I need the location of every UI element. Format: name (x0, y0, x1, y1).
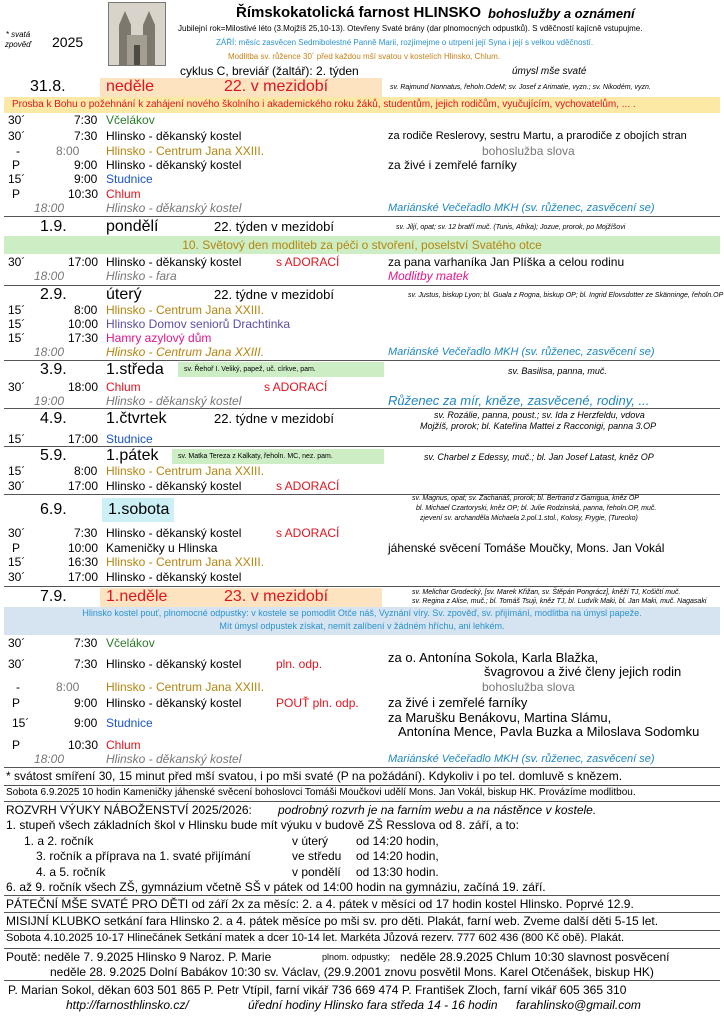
liturgical-week: 22. týden v mezidobí (214, 219, 334, 234)
minutes-confession: 30´ (8, 380, 26, 394)
mass-intention: Antonína Mence, Pavla Buzka a Miloslava Sodomku (398, 724, 700, 739)
church-image (108, 2, 166, 66)
mass-place: Studnice (106, 432, 153, 446)
mass-intention: Modlitby matek (388, 269, 469, 283)
office-hours: úřední hodiny Hlinsko fara středa 14 - 16 hodin (248, 998, 498, 1012)
divider (4, 216, 720, 217)
minutes-confession: P (12, 541, 21, 555)
liturgical-week: 23. v mezidobí (224, 588, 329, 605)
catechism-grade: 1. a 2. ročník (24, 834, 94, 848)
mass-intention: za rodiče Reslerovy, sestru Martu, a prarodiče z obojích stran (388, 130, 687, 142)
mass-place: Hlinsko - děkanský kostel (106, 570, 242, 584)
mass-place: Včelákov (106, 113, 155, 127)
minutes-confession: 30´ (8, 570, 26, 584)
adoration-note: s ADORACÍ (276, 255, 340, 269)
mass-place: Hlinsko - děkanský kostel (106, 752, 242, 766)
mass-place: Hlinsko - děkanský kostel (106, 394, 242, 408)
liturgical-week: 22. týdne v mezidobí (214, 411, 334, 426)
rosary-note: Modlitba sv. růžence 30´ před každou mší svatou v kostelích Hlinsko, Chlum. (228, 52, 500, 61)
breviary-cycle: cyklus C, breviář (žaltář): 2. týden (180, 64, 359, 78)
mass-place: Hlinsko - děkanský kostel (106, 657, 242, 671)
catechism-line: 1. stupeň všech základních škol v Hlinsku bude mít výuku v budově ZŠ Resslova od 8. září, a to: (6, 818, 519, 832)
pilgrimage-line: neděle 28.9.2025 Chlum 10:30 slavnost posvěcení (400, 950, 670, 964)
day-name: 1.čtvrtek (106, 410, 167, 427)
intention-heading: úmysl mše svaté (512, 66, 587, 77)
mass-time: 17:00 (68, 570, 99, 584)
catechism-time: od 14:20 hodin, (356, 849, 439, 863)
mass-time: 17:00 (68, 479, 99, 493)
day-name: neděle (106, 78, 155, 95)
day-name: pondělí (106, 218, 159, 235)
world-day-banner: 10. Světový den modliteb za péči o stvoření, poselství Svatého otce (4, 236, 720, 254)
mass-place: Hlinsko - fara (106, 269, 177, 283)
saints-of-day: sv. Justus, biskup Lyon; bl. Guala z Rogna, biskup OP; bl. Ingrid Elovsdotter ze Skänninge, řeholn.OP (408, 292, 724, 299)
mass-time: 8:00 (56, 680, 80, 694)
divider (4, 895, 720, 896)
mass-place: Hlinsko - Centrum Jana XXIII. (106, 555, 265, 569)
minutes-confession: 30´ (8, 255, 26, 269)
minutes-confession: 15´ (8, 303, 26, 317)
mass-time: 17:30 (68, 331, 99, 345)
mass-time: 9:00 (74, 158, 98, 172)
mass-time: 9:00 (74, 716, 98, 730)
mass-place: Hlinsko - děkanský kostel (106, 129, 242, 143)
mass-time: 7:30 (74, 526, 98, 540)
mission-club-note: MISIJNÍ KLUBKO setkání fara Hlinsko 2. a 4. pátek měsíce po mši sv. pro děti. Plakát, farní web. Zveme další děti 5-15 let. (6, 914, 659, 928)
mass-time: 7:30 (74, 113, 98, 127)
day-name: 1.středa (106, 361, 164, 378)
month-note: ZÁŘÍ: měsíc zasvěcen Sedmibolestné Panně Marii, rozjímejme o utrpení její Syna i její s velkou vděčností. (216, 38, 594, 47)
mass-place: Hlinsko - děkanský kostel (106, 526, 242, 540)
mass-place: Hlinsko - děkanský kostel (106, 201, 242, 215)
mass-time: 17:00 (68, 255, 99, 269)
year: 2025 (52, 34, 84, 50)
day-name: 1.sobota (108, 501, 170, 518)
divider (4, 930, 720, 931)
divider (4, 801, 720, 802)
mass-time: 7:30 (74, 129, 98, 143)
pilgrimage-line: neděle 28. 9.2025 Dolní Babákov 10:30 sv. Václav, (29.9.2001 znovu posvětil Mons. Karel Otčenášek, biskup HK) (50, 965, 654, 979)
catechism-time: od 13:30 hodin. (356, 865, 439, 879)
day-name: 1.neděle (106, 588, 168, 605)
minutes-confession: 30´ (8, 113, 26, 127)
catechism-day: ve středu (292, 849, 342, 863)
mass-time: 9:00 (74, 172, 98, 186)
saints-of-day: sv. Basilisa, panna, muč. (508, 366, 607, 376)
minutes-confession: P (12, 187, 21, 201)
minutes-confession: 30´ (8, 129, 26, 143)
day-date: 2.9. (40, 286, 67, 303)
divider (4, 785, 720, 786)
catechism-day: v úterý (292, 834, 329, 848)
day-name: 1.pátek (106, 447, 159, 464)
pilgrimage-line: Poutě: neděle 7. 9.2025 Hlinsko 9 Naroz. P. Marie (6, 950, 272, 964)
divider (4, 408, 720, 409)
adoration-note: s ADORACÍ (276, 526, 340, 540)
saints-of-day: zjevení sv. archanděla Michaela 2.pol.1.stol., Kolosy, Frygie, (Turecko) (420, 515, 638, 522)
day-date: 6.9. (40, 501, 67, 518)
mass-time: 19:00 (34, 394, 65, 408)
mass-intention: Růženec za mír, kněze, zasvěcené, rodiny, ... (388, 393, 650, 408)
memorial-badge: sv. Matka Tereza z Kalkaty, řeholn. MC, nez. pam. (172, 449, 384, 464)
mass-place: Hlinsko - Centrum Jana XXIII. (106, 464, 265, 478)
minutes-confession: 30´ (8, 636, 26, 650)
mass-place: Hlinsko - Centrum Jana XXIII. (106, 680, 265, 694)
minutes-confession: P (12, 738, 21, 752)
mass-time: 10:00 (68, 541, 99, 555)
mass-place: Hlinsko - děkanský kostel (106, 158, 242, 172)
catechism-grade: 4. a 5. ročník (36, 865, 106, 879)
mass-place: Studnice (106, 172, 153, 186)
mass-intention: Mariánské Večeřadlo MKH (sv. růženec, zasvěcení se) (388, 202, 655, 214)
mass-place: Chlum (106, 380, 141, 394)
mass-intention: Mariánské Večeřadlo MKH (sv. růženec, zasvěcení se) (388, 753, 655, 765)
indulgence-text: Hlinsko kostel pouť, plnomocné odpustky: v kostele se pomodlit Otče náš, Vyznání víry. Sv. zpověď, sv. přijímání, modlitba na úmysl papeže. (82, 608, 642, 618)
day-date: 7.9. (40, 588, 67, 605)
minutes-confession: 15´ (8, 432, 26, 446)
saints-of-day: sv. Jiljí, opat; sv. 12 bratří muč. (Tunis, Afrika); Jozue, prorok, po Mojžíšovi (396, 224, 626, 231)
page-subtitle: bohoslužby a oznámení (488, 6, 635, 21)
mass-intention: za Marušku Benákovu, Martina Slámu, (388, 710, 612, 725)
saints-of-day: sv. Rajmund Nonnatus, řeholn.OdeM; sv. Josef z Arimatie, vyzn.; sv. Nikodém, vyzn. (390, 84, 651, 91)
day-date: 1.9. (40, 218, 67, 235)
mass-place: Studnice (106, 716, 153, 730)
mass-intention: bohoslužba slova (482, 144, 575, 158)
mass-intention: bohoslužba slova (482, 680, 575, 694)
parish-web-link[interactable]: http://farnosthlinsko.cz/ (66, 998, 189, 1012)
minutes-confession: 15´ (8, 317, 26, 331)
mass-time: 18:00 (34, 269, 65, 283)
mass-intention: jáhenské svěcení Tomáše Moučky, Mons. Jan Vokál (388, 541, 665, 555)
minutes-confession: 15´ (8, 464, 26, 478)
mass-time: 7:30 (74, 657, 98, 671)
memorial-badge: sv. Řehoř I. Veliký, papež, uč. církve, pam. (178, 362, 384, 377)
catechism-grade: 3. ročník a příprava na 1. svaté přijímání (36, 849, 251, 863)
mothers-meeting-note: Sobota 4.10.2025 10-17 Hlinečánek Setkání matek a dcer 10-14 let. Markéta Jůzová rezerv. 777 602 436 (800 Kč obě). Plakát. (6, 932, 625, 944)
minutes-confession: 15´ (8, 331, 26, 345)
mass-time: 10:30 (68, 738, 99, 752)
mass-place: Chlum (106, 738, 141, 752)
mass-time: 18:00 (34, 345, 65, 359)
day-date: 3.9. (40, 361, 67, 378)
catechism-line: 6. až 9. ročník všech ZŠ, gymnázium včetně SŠ v pátek od 14:00 hodin na gymnáziu, začíná 19. září. (6, 880, 546, 894)
adoration-note: s ADORACÍ (276, 479, 340, 493)
saints-of-day: sv. Melichar Grodecký, [sv. Marek Křižan, sv. Štěpán Pongrácz], kněží TJ, Košičtí muč. (412, 589, 681, 596)
saints-of-day: bl. Michael Czartoryski, kněz OP; bl. Julie Rodzinská, panna, řeholn.OP, muč. (416, 505, 657, 512)
minutes-confession: 15´ (8, 172, 26, 186)
mass-time: 18:00 (34, 201, 65, 215)
children-mass-note: PÁTEČNÍ MŠE SVATÉ PRO DĚTI od září 2x za měsíc: 2. a 4. pátek v měsíci od 17 hodin kostel Hlinsko. Poprvé 12.9. (6, 897, 634, 911)
mass-place: Hlinsko - děkanský kostel (106, 255, 242, 269)
mass-intention: za o. Antonína Sokola, Karla Blažka, (388, 650, 599, 665)
adoration-note: s ADORACÍ (264, 380, 328, 394)
prayer-banner: Prosba k Bohu o požehnání k zahájení nového školního i akademického roku žáků, studentům, jejich rodičům, vyučujícím, vychovatelům, ... . (4, 97, 720, 113)
divider (4, 767, 720, 768)
day-name: úterý (106, 286, 142, 303)
mass-intention: za živé i zemřelé farníky (388, 158, 517, 172)
page-title: Římskokatolická farnost HLINSKO (236, 4, 482, 21)
mass-intention: za pana varhaníka Jan Plíška a celou rodinu (388, 255, 625, 269)
jubilee-note: Jubilejní rok=Milostivé léto (3.Mojžíš 25,10-13). Otevřeny Svaté brány (dar plnomocných odpustků). S vděčností kajícně vstupujme. (178, 24, 643, 33)
mass-place: Hlinsko - Centrum Jana XXIII. (106, 144, 265, 158)
mass-place: Hlinsko Domov seniorů Drachtinka (106, 317, 291, 331)
liturgical-week: 22. týdne v mezidobí (214, 287, 334, 302)
minutes-confession: - (16, 680, 20, 694)
contacts: P. Marian Sokol, děkan 603 501 865 P. Petr Vtípil, farní vikář 736 669 474 P. František Zloch, farní vikář 605 365 310 (8, 983, 627, 997)
minutes-confession: P (12, 158, 21, 172)
indulgence-note: pln. odp. (276, 657, 323, 671)
indulgence-text: Mít úmysl odpustek získat, nemít zalíbení v žádném hříchu, ani lehkém. (219, 621, 505, 631)
day-date: 4.9. (40, 410, 67, 427)
confession-note: * svátost smíření 30, 15 minut před mší svatou, i po mši svaté (P na požádání). Kdykoliv i po tel. domluvě s knězem. (6, 769, 623, 783)
mass-time: 8:00 (74, 303, 98, 317)
minutes-confession: 15´ (8, 555, 26, 569)
minutes-confession: P (12, 696, 21, 710)
mass-place: Hlinsko - Centrum Jana XXIII. (106, 303, 265, 317)
mass-place: Hlinsko - děkanský kostel (106, 696, 242, 710)
mass-time: 10:30 (68, 187, 99, 201)
divider (4, 948, 720, 949)
liturgical-week: 22. v mezidobí (224, 78, 329, 95)
mass-time: 7:30 (74, 636, 98, 650)
mass-time: 8:00 (74, 464, 98, 478)
catechism-day: v pondělí (292, 865, 341, 879)
mass-intention: Mariánské Večeřadlo MKH (sv. růženec, zasvěcení se) (388, 346, 655, 358)
mass-intention: švagrovou a živé členy jejich rodin (484, 664, 682, 679)
minutes-confession: 30´ (8, 657, 26, 671)
day-date: 31.8. (30, 78, 66, 95)
mass-time: 9:00 (74, 696, 98, 710)
minutes-confession: 15´ (12, 716, 30, 730)
mass-time: 18:00 (34, 752, 65, 766)
mass-time: 17:00 (68, 432, 99, 446)
saturday-notice: Sobota 6.9.2025 10 hodin Kameničky jáhenské svěcení bohoslovci Tomáši Moučkovi udělí Mons. Jan Vokál, biskup HK. Provázíme modlitbou. (6, 787, 636, 798)
saints-of-day: sv. Magnus, opat; sv. Zachariáš, prorok; bl. Bertrand z Garrigua, kněz OP (412, 495, 639, 502)
catechism-heading: ROZVRH VÝUKY NÁBOŽENSTVÍ 2025/2026: (6, 803, 252, 817)
saints-of-day: Mojžíš, prorok; bl. Kateřina Mattei z Racconigi, panna 3.OP (420, 421, 657, 431)
indulgence-note: POUŤ pln. odp. (276, 696, 359, 710)
parish-email-link[interactable]: farahlinsko@gmail.com (516, 998, 641, 1012)
mass-place: Hamry azylový dům (106, 331, 212, 345)
saints-of-day: sv. Rozálie, panna, poust.; sv. Ida z Herzfeldu, vdova (434, 410, 645, 420)
mass-place: Hlinsko - děkanský kostel (106, 479, 242, 493)
mass-place: Včelákov (106, 636, 155, 650)
confession-side-note: * svatá zpověď (4, 30, 32, 49)
saints-of-day: sv. Charbel z Edessy, muč.; bl. Jan Josef Latast, kněz OP (424, 452, 654, 462)
saints-of-day: sv. Regina z Alise, muč.; bl. Tomáš Tsuji, kněz TJ, bl. Ludvík Maki, bl. Jan Maki, muč. Nagasaki (412, 598, 707, 605)
catechism-subheading: podrobný rozvrh je na farním webu a na nástěnce v kostele. (278, 803, 597, 817)
mass-place: Chlum (106, 187, 141, 201)
catechism-time: od 14:20 hodin, (356, 834, 439, 848)
mass-time: 8:00 (56, 144, 80, 158)
minutes-confession: - (16, 144, 20, 158)
mass-time: 18:00 (68, 380, 99, 394)
pilgrimage-indulgence: plnom. odpustky; (322, 952, 391, 962)
mass-place: Hlinsko - Centrum Jana XXIII. (106, 345, 265, 359)
day-date: 5.9. (40, 447, 67, 464)
divider (4, 912, 720, 913)
mass-intention: za živé i zemřelé farníky (388, 695, 528, 710)
minutes-confession: 30´ (8, 479, 26, 493)
mass-place: Kameničky u Hlinska (106, 541, 218, 555)
mass-time: 10:00 (68, 317, 99, 331)
minutes-confession: 30´ (8, 526, 26, 540)
divider (4, 586, 720, 587)
divider (4, 980, 720, 981)
mass-time: 16:30 (68, 555, 99, 569)
